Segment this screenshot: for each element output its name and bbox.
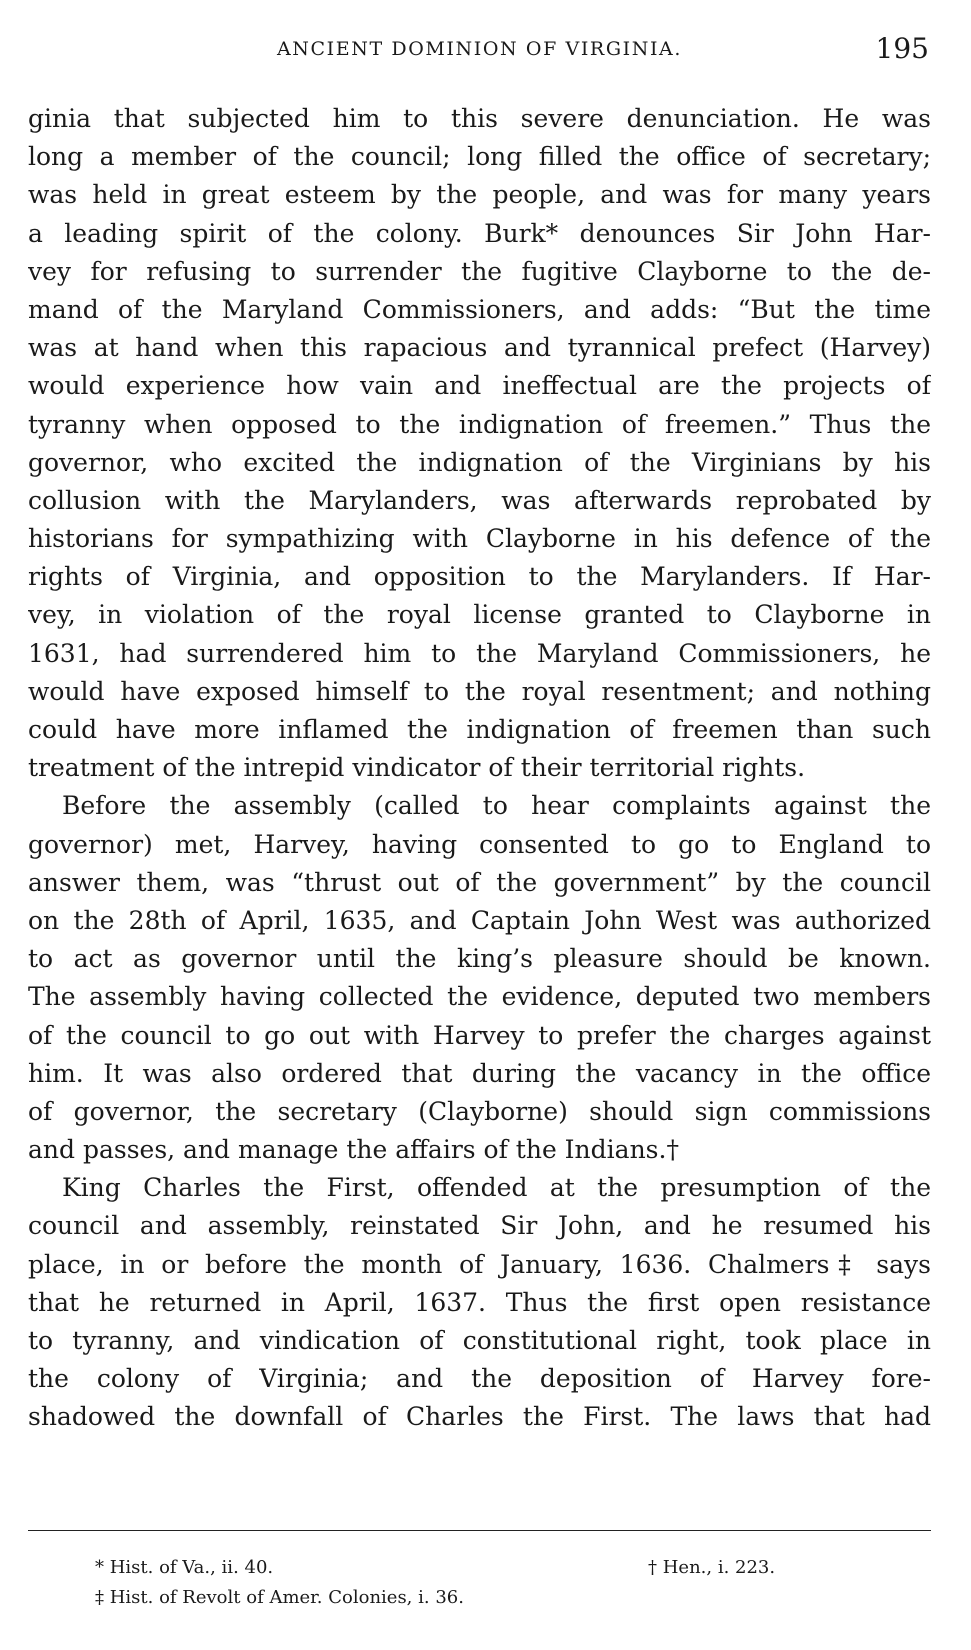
footnote-row bbox=[95, 1583, 895, 1613]
text-line: governor, who excited the indignation of the Virginians by his bbox=[28, 447, 931, 477]
text-line: of the council to go out with Harvey to prefer the charges against bbox=[28, 1020, 931, 1050]
text-line: The assembly having collected the evidence, deputed two members bbox=[28, 982, 931, 1012]
text-line: historians for sympathizing with Clayborne in his defence of the bbox=[28, 524, 931, 554]
text-line: vey for refusing to surrender the fugitive Clayborne to the de- bbox=[28, 256, 931, 286]
footnote-divider bbox=[28, 1530, 931, 1531]
page-number: 195 bbox=[875, 32, 929, 65]
text-line: King Charles the First, offended at the presumption of the bbox=[62, 1173, 931, 1203]
text-line: governor) met, Harvey, having consented to go to England to bbox=[28, 829, 931, 859]
text-line: would have exposed himself to the royal resentment; and nothing bbox=[28, 676, 931, 706]
body-text bbox=[28, 100, 931, 1437]
page-header bbox=[28, 32, 931, 66]
footnotes bbox=[95, 1553, 895, 1613]
text-line: a leading spirit of the colony. Burk* denounces Sir John Har- bbox=[28, 218, 931, 248]
text-line: him. It was also ordered that during the vacancy in the office bbox=[28, 1058, 931, 1088]
text-line: vey, in violation of the royal license granted to Clayborne in bbox=[28, 600, 931, 630]
text-line: place, in or before the month of January, 1636. Chalmers‡ says bbox=[28, 1249, 931, 1279]
text-line: ginia that subjected him to this severe denunciation. He was bbox=[28, 104, 931, 133]
text-line: shadowed the downfall of Charles the First. The laws that had bbox=[28, 1402, 931, 1432]
footnote-row bbox=[95, 1553, 895, 1583]
text-line: to tyranny, and vindication of constitutional right, took place in bbox=[28, 1326, 931, 1355]
text-line: Before the assembly (called to hear complaints against the bbox=[62, 791, 931, 821]
text-line: the colony of Virginia; and the deposition of Harvey fore- bbox=[28, 1364, 931, 1394]
text-line: and passes, and manage the affairs of the Indians.† bbox=[28, 1135, 679, 1165]
text-line: long a member of the council; long filled the office of secretary; bbox=[28, 142, 931, 172]
running-title: ANCIENT DOMINION OF VIRGINIA. bbox=[276, 38, 683, 60]
text-line: would experience how vain and ineffectual are the projects of bbox=[28, 371, 931, 401]
footnote-burk: * Hist. of Va., ii. 40. bbox=[95, 1557, 274, 1578]
text-line: to act as governor until the king’s pleasure should be known. bbox=[28, 944, 931, 974]
text-line: on the 28th of April, 1635, and Captain John West was authorized bbox=[28, 905, 931, 935]
text-line: rights of Virginia, and opposition to the Marylanders. If Har- bbox=[28, 562, 931, 592]
text-line: was at hand when this rapacious and tyrannical prefect (Harvey) bbox=[28, 333, 931, 363]
text-line: collusion with the Marylanders, was afterwards reprobated by bbox=[28, 485, 931, 515]
text-line: of governor, the secretary (Clayborne) should sign commissions bbox=[28, 1096, 931, 1126]
text-line: answer them, was “thrust out of the government” by the council bbox=[28, 867, 931, 897]
text-line: council and assembly, reinstated Sir John, and he resumed his bbox=[28, 1211, 931, 1241]
text-line: mand of the Maryland Commissioners, and adds: “But the time bbox=[28, 294, 931, 324]
footnote-hening: † Hen., i. 223. bbox=[648, 1557, 776, 1578]
text-line: that he returned in April, 1637. Thus the first open resistance bbox=[28, 1287, 931, 1317]
footnote-chalmers: ‡ Hist. of Revolt of Amer. Colonies, i. 36. bbox=[95, 1587, 464, 1608]
text-line: tyranny when opposed to the indignation of freemen.” Thus the bbox=[28, 409, 931, 439]
text-line: could have more inflamed the indignation of freemen than such bbox=[28, 715, 931, 744]
text-line: treatment of the intrepid vindicator of their territorial rights. bbox=[28, 753, 806, 783]
text-line: 1631, had surrendered him to the Maryland Commissioners, he bbox=[28, 638, 931, 668]
text-line: was held in great esteem by the people, and was for many years bbox=[28, 180, 931, 210]
